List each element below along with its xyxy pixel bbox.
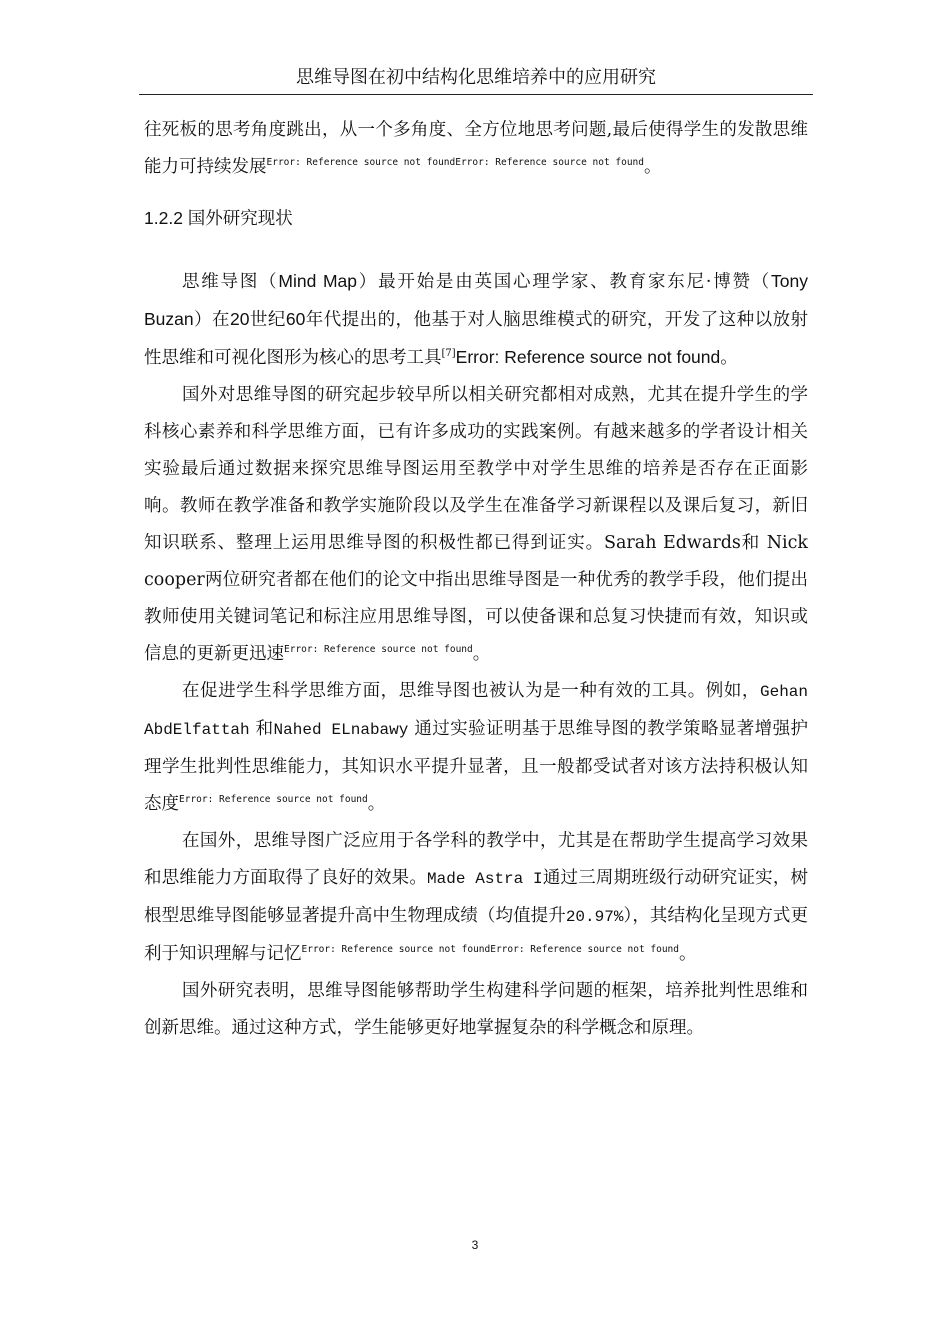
paragraph-text: 在国外，思维导图广泛应用于各学科的教学中，尤其是在帮助学生提高学习效果和思维能力方面取得了良好的效果。: [144, 831, 808, 888]
reference-error: Error: Reference source not foundError: Reference source not found: [301, 944, 679, 956]
paragraph-text: 往死板的思考角度跳出，从一个多角度、全方位地思考问题,最后使得学生的发散思维能力可持续发展: [144, 120, 808, 177]
number-20: 20: [230, 309, 250, 329]
paragraph-text: 和: [255, 719, 274, 739]
paragraph-text: ）最开始是由英国心理学家、教育家东尼·博赞（: [357, 272, 772, 292]
reference-error: Error: Reference source not found: [179, 794, 368, 806]
paragraph-end: 。: [679, 944, 697, 964]
paragraph-conclusion: 国外研究表明，思维导图能够帮助学生构建科学问题的框架，培养批判性思维和创新思维。通过这种方式，学生能够更好地掌握复杂的科学概念和原理。: [144, 981, 808, 1038]
paragraph-text: ），其结构化呈现方式更利于知识理解与记忆: [144, 906, 809, 964]
page-header: 思维导图在初中结构化思维培养中的应用研究: [296, 67, 656, 88]
header-rule: [139, 94, 813, 95]
name-nick-cooper: Nick cooper: [144, 533, 809, 590]
reference-error: Error: Reference source not foundError: Reference source not found: [266, 157, 644, 169]
page-number: 3: [471, 1238, 479, 1252]
paragraph-text: ）在: [193, 310, 230, 330]
name-nahed-elnabawy: Nahed ELnabawy: [273, 721, 409, 739]
name-made-astra: Made Astra I: [427, 870, 543, 888]
paragraph-text: 两位研究者都在他们的论文中指出思维导图是一种优秀的教学手段，他们提出教师使用关键词笔记和标注应用思维导图，可以使备课和总复习快捷而有效，知识或信息的更新更迅速: [144, 570, 808, 664]
term-mind-map: Mind Map: [278, 271, 358, 291]
paragraph-text: 国外对思维导图的研究起步较早所以相关研究都相对成熟，尤其在提升学生的学科核心素养和科学思维方面，已有许多成功的实践案例。有越来越多的学者设计相关实验最后通过数据来探究思维导图运用至教学中对学生思维的培养是否存在正面影响。教师在教学准备和教学实施阶段以及学生在准备学习新课程以及课后复习，新旧知识联系、整理上运用思维导图的积极性都已得到证实。: [144, 385, 808, 553]
paragraph-end: 。: [644, 157, 662, 177]
paragraph-subject-application: [144, 823, 808, 973]
paragraph-text: 在促进学生科学思维方面，思维导图也被认为是一种有效的工具。例如，: [182, 681, 760, 701]
name-sarah-edwards: Sarah Edwards: [604, 533, 741, 553]
paragraph-continuation: [144, 112, 808, 186]
paragraph-text: 通过实验证明基于思维导图的教学策略显著增强护理学生批判性思维能力，其知识水平提升显著，且一般都受试者对该方法持积极认知态度: [144, 719, 809, 814]
paragraph-end: 。: [720, 348, 738, 368]
reference-error: Error: Reference source not found: [455, 347, 721, 367]
reference-error: Error: Reference source not found: [284, 644, 473, 656]
paragraph-research-status: [144, 377, 808, 673]
paragraph-text: 和: [740, 533, 761, 553]
citation-marker: [7]: [441, 348, 456, 360]
paragraph-definition: [144, 263, 808, 377]
name-gehan-abdelfattah: Gehan AbdElfattah: [144, 683, 808, 739]
paragraph-text: 通过三周期班级行动研究证实，树根型思维导图能够显著提升高中生物理成绩（均值提升: [144, 868, 809, 926]
percentage-value: 20.97%: [565, 908, 624, 926]
paragraph-text: 年代提出的，他基于对人脑思维模式的研究，开发了这种以放射性思维和可视化图形为核心的思考工具: [144, 310, 809, 368]
section-heading: 1.2.2 国外研究现状: [144, 208, 293, 228]
paragraph-end: 。: [472, 644, 491, 664]
paragraph-end: 。: [367, 794, 386, 814]
paragraph-scientific-thinking: [144, 673, 808, 823]
paragraph-text: 思维导图（: [182, 272, 279, 292]
paragraph-text: 世纪: [249, 310, 286, 330]
name-tony-buzan: Tony Buzan: [144, 271, 809, 329]
number-60: 60: [285, 309, 306, 329]
document-body: [144, 112, 808, 1047]
